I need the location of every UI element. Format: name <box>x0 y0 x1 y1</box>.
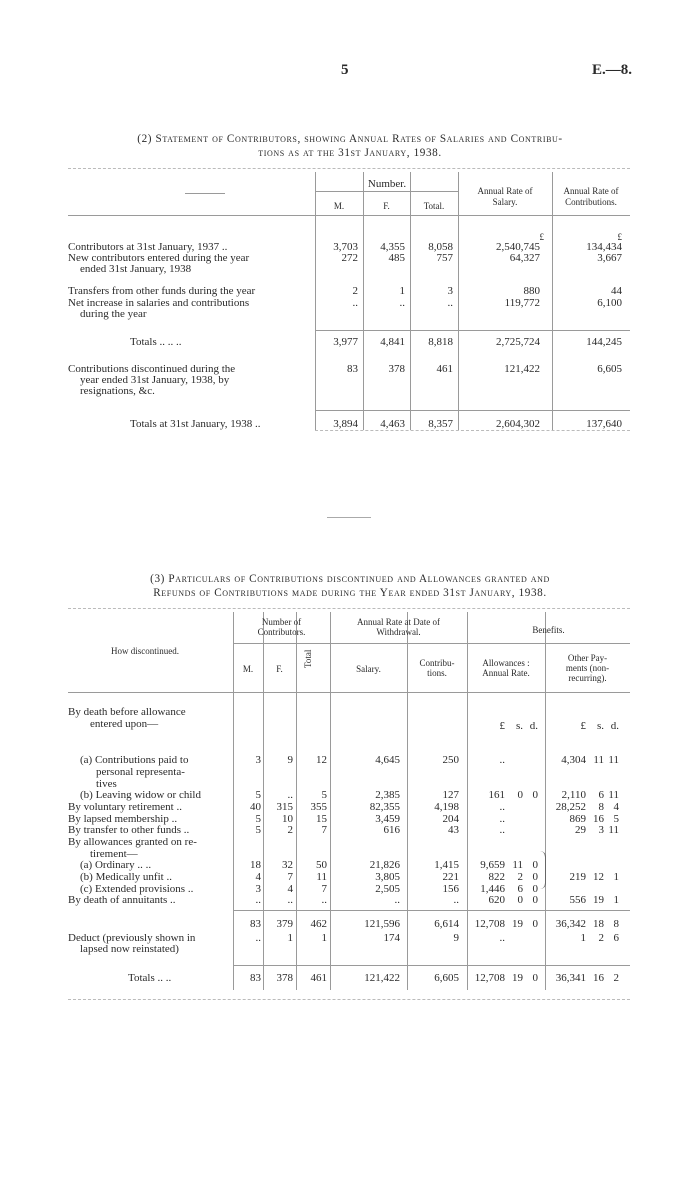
total-count: .. <box>447 297 453 309</box>
total-count: .. <box>321 894 327 906</box>
row-label: By death before allowance <box>68 706 186 718</box>
contribution-value: 9 <box>453 932 459 944</box>
totals-label: Totals .. .. .. <box>130 336 182 348</box>
allowance-shillings: 19 <box>512 972 523 984</box>
male-count: 2 <box>352 285 358 297</box>
allowances-header: Allowances : <box>482 658 530 668</box>
contrib-header: Contribu- <box>419 658 455 668</box>
header-bottom-rule <box>68 692 630 693</box>
totals-label: Totals .. .. <box>128 972 172 984</box>
contribution-value: 134,434 <box>586 241 622 253</box>
allowance-pence: 0 <box>532 894 538 906</box>
salary-value: 2,725,724 <box>496 336 540 348</box>
female-count: 4,841 <box>380 336 405 348</box>
male-count: 3,894 <box>333 418 358 430</box>
total-count: 8,818 <box>428 336 453 348</box>
other-payment-pence: 11 <box>608 754 619 766</box>
contribution-value: 250 <box>442 754 459 766</box>
row-label: By lapsed membership .. <box>68 813 178 825</box>
final-totals-rule <box>315 410 630 411</box>
salary-value: 2,385 <box>375 789 400 801</box>
female-count: 485 <box>388 252 405 264</box>
male-count: 3,977 <box>333 336 358 348</box>
female-count: 4,355 <box>380 241 405 253</box>
row-label: tirement— <box>90 848 138 860</box>
total-count: 15 <box>316 813 327 825</box>
other-payment-pence: 11 <box>608 824 619 836</box>
row-label: ended 31st January, 1938 <box>80 263 192 275</box>
contribution-value: 3,667 <box>597 252 622 264</box>
allowance-shillings: 0 <box>517 789 523 801</box>
row-label: Contributions discontinued during the <box>68 363 236 375</box>
number-header: Number. <box>367 178 407 190</box>
total-count: 461 <box>436 363 453 375</box>
contribution-value: 6,100 <box>597 297 622 309</box>
salary-value: 21,826 <box>369 859 400 871</box>
male-count: .. <box>255 932 261 944</box>
other-payment-pence: 1 <box>613 871 619 883</box>
total-count: 462 <box>310 918 327 930</box>
other-payment-pounds: 219 <box>569 871 586 883</box>
other-payment-pence: 1 <box>613 894 619 906</box>
salary-value: 121,422 <box>364 972 400 984</box>
row-label: personal representa- <box>96 766 185 778</box>
row-label: Transfers from other funds during the year <box>68 285 256 297</box>
row-label: By voluntary retirement .. <box>68 801 182 813</box>
male-count: 5 <box>255 789 261 801</box>
rate-header: Withdrawal. <box>376 627 421 637</box>
header-bottom-rule <box>68 215 630 216</box>
female-count: 315 <box>276 801 293 813</box>
number-header: Contributors. <box>257 627 306 637</box>
allowance-pounds: 161 <box>488 789 505 801</box>
other-payment-shillings: 16 <box>593 972 604 984</box>
row-label: (b) Leaving widow or child <box>80 789 201 801</box>
male-count: 272 <box>341 252 358 264</box>
total-count: 11 <box>316 871 327 883</box>
male-count: 18 <box>250 859 261 871</box>
allowance-pounds: 9,659 <box>480 859 505 871</box>
allowance-pounds: .. <box>499 813 505 825</box>
allowance-pence: 0 <box>532 883 538 895</box>
salary-header: Salary. <box>356 664 381 674</box>
col-total-header: Total. <box>423 201 445 211</box>
male-count: .. <box>255 894 261 906</box>
table-bottom-rule <box>315 430 630 431</box>
number-header-rule <box>315 191 458 192</box>
section3-title: (3) Particulars of Contributions discontinued and Allowances granted and <box>150 573 550 585</box>
salary-value: 616 <box>383 824 400 836</box>
allowance-shillings: 0 <box>517 894 523 906</box>
female-count: .. <box>399 297 405 309</box>
allowance-shillings: 2 <box>517 871 523 883</box>
total-count: 1 <box>321 932 327 944</box>
allowance-unit-pence: d. <box>529 720 538 732</box>
other-payment-pounds: 28,252 <box>555 801 586 813</box>
document-reference: E.—8. <box>592 62 633 78</box>
row-label: (b) Medically unfit .. <box>80 871 172 883</box>
contribution-value: 6,605 <box>434 972 459 984</box>
other-payment-shillings: 2 <box>598 932 604 944</box>
allowance-pounds: 1,446 <box>480 883 505 895</box>
section2-title: (2) Statement of Contributors, showing Annual Rates of Salaries and Contribu- <box>137 133 563 145</box>
row-label: during the year <box>80 308 147 320</box>
row-label: Net increase in salaries and contributions <box>68 297 250 309</box>
pound-sign: £ <box>617 232 622 242</box>
other-payment-shillings: 19 <box>593 894 604 906</box>
male-count: 4 <box>255 871 261 883</box>
salary-value: 3,805 <box>375 871 400 883</box>
other-payment-shillings: 11 <box>593 754 604 766</box>
other-payments-header: ments (non- <box>565 663 610 673</box>
female-count: 1 <box>287 932 293 944</box>
header-subrule <box>233 643 630 644</box>
female-count: 379 <box>276 918 293 930</box>
salary-value: 880 <box>523 285 540 297</box>
contribution-value: 156 <box>442 883 459 895</box>
other-payment-pounds: 29 <box>575 824 586 836</box>
allowance-pounds: 620 <box>488 894 505 906</box>
table-top-rule <box>68 168 630 169</box>
allowance-shillings: 19 <box>512 918 523 930</box>
other-payment-pence: 11 <box>608 789 619 801</box>
total-count: 757 <box>436 252 453 264</box>
other-payment-shillings: 18 <box>593 918 604 930</box>
allowance-pounds: 12,708 <box>474 918 505 930</box>
allowance-pounds: 822 <box>488 871 505 883</box>
female-count: 1 <box>399 285 405 297</box>
section2-subtitle: tions as at the 31st January, 1938. <box>258 147 442 159</box>
allowance-pence: 0 <box>532 918 538 930</box>
other-payment-pence: 5 <box>613 813 619 825</box>
total-count: 8,058 <box>428 241 453 253</box>
contrib-header: Annual Rate of <box>563 186 619 196</box>
rate-header: Annual Rate at Date of <box>357 617 440 627</box>
contrib-header: tions. <box>427 668 447 678</box>
row-label: tives <box>96 778 117 790</box>
allowance-shillings: 11 <box>512 859 523 871</box>
salary-value: 2,540,745 <box>496 241 540 253</box>
row-label: By transfer to other funds .. <box>68 824 190 836</box>
section-divider <box>327 517 371 518</box>
other-payment-shillings: 16 <box>593 813 604 825</box>
allowance-pence: 0 <box>532 859 538 871</box>
other-payments-header: Other Pay- <box>567 653 608 663</box>
other-payment-shillings: 6 <box>598 789 604 801</box>
salary-value: 121,596 <box>364 918 400 930</box>
male-count: 40 <box>250 801 261 813</box>
row-label: (a) Contributions paid to <box>80 754 189 766</box>
subtotal-rule <box>233 910 630 911</box>
salary-value: 4,645 <box>375 754 400 766</box>
contribution-value: 144,245 <box>586 336 622 348</box>
contribution-value: 4,198 <box>434 801 459 813</box>
contribution-value: 204 <box>442 813 459 825</box>
other-payment-pounds: 1 <box>580 932 586 944</box>
allowance-pounds: .. <box>499 754 505 766</box>
other-payment-shillings: 12 <box>593 871 604 883</box>
salary-value: 82,355 <box>369 801 400 813</box>
female-count: 378 <box>276 972 293 984</box>
contribution-value: 221 <box>442 871 459 883</box>
col-total-header: Total <box>303 649 313 668</box>
how-header: How discontinued. <box>111 646 179 656</box>
totals-rule <box>315 330 630 331</box>
salary-value: 64,327 <box>509 252 540 264</box>
other-unit-pence: d. <box>610 720 619 732</box>
table-bottom-rule <box>68 999 630 1000</box>
allowance-pounds: .. <box>499 801 505 813</box>
female-count: 32 <box>282 859 293 871</box>
benefits-header: Benefits. <box>532 625 565 635</box>
female-count: 4,463 <box>380 418 405 430</box>
salary-value: 3,459 <box>375 813 400 825</box>
other-payments-header: recurring). <box>568 673 607 683</box>
total-count: 461 <box>310 972 327 984</box>
totals-rule <box>233 965 630 966</box>
allowance-pence: 0 <box>532 871 538 883</box>
female-count: 7 <box>287 871 293 883</box>
salary-value: 2,604,302 <box>496 418 540 430</box>
total-count: 12 <box>316 754 327 766</box>
contrib-header-2: Contributions. <box>565 197 617 207</box>
allowance-pence: 0 <box>532 789 538 801</box>
row-label: Deduct (previously shown in <box>68 932 196 944</box>
allowance-pounds: .. <box>499 824 505 836</box>
page-number: 5 <box>341 62 349 78</box>
contribution-value: 6,614 <box>434 918 459 930</box>
row-label: entered upon— <box>90 718 159 730</box>
other-payment-pence: 6 <box>613 932 619 944</box>
contribution-value: 137,640 <box>586 418 622 430</box>
total-count: 5 <box>321 789 327 801</box>
header-dash <box>185 193 225 194</box>
row-label: By death of annuitants .. <box>68 894 176 906</box>
allowance-pounds: .. <box>499 932 505 944</box>
allowance-pounds: 12,708 <box>474 972 505 984</box>
allowance-pence: 0 <box>532 972 538 984</box>
row-label: (c) Extended provisions .. <box>80 883 194 895</box>
row-label: resignations, &c. <box>80 385 155 397</box>
male-count: 83 <box>250 918 261 930</box>
row-label: Contributors at 31st January, 1937 .. <box>68 241 228 253</box>
col-f-header: F. <box>276 664 283 674</box>
final-totals-label: Totals at 31st January, 1938 .. <box>130 418 261 430</box>
row-label: By allowances granted on re- <box>68 836 197 848</box>
contribution-value: 44 <box>611 285 622 297</box>
total-count: 7 <box>321 883 327 895</box>
male-count: 3 <box>255 883 261 895</box>
other-payment-pounds: 869 <box>569 813 586 825</box>
allowance-unit-pounds: £ <box>499 720 505 732</box>
other-payment-pence: 8 <box>613 918 619 930</box>
female-count: 378 <box>388 363 405 375</box>
female-count: .. <box>287 789 293 801</box>
allowance-unit-shillings: s. <box>515 720 523 732</box>
male-count: 83 <box>347 363 358 375</box>
number-header: Number of <box>261 617 302 627</box>
salary-header-2: Salary. <box>492 197 518 207</box>
total-count: 7 <box>321 824 327 836</box>
salary-value: 119,772 <box>504 297 540 309</box>
col-m-header: M. <box>242 664 254 674</box>
other-payment-pence: 2 <box>613 972 619 984</box>
other-payment-pounds: 4,304 <box>561 754 586 766</box>
contribution-value: .. <box>453 894 459 906</box>
male-count: 83 <box>250 972 261 984</box>
row-label: year ended 31st January, 1938, by <box>80 374 230 386</box>
male-count: .. <box>352 297 358 309</box>
female-count: .. <box>287 894 293 906</box>
female-count: 4 <box>287 883 293 895</box>
salary-value: 2,505 <box>375 883 400 895</box>
salary-value: 174 <box>383 932 400 944</box>
total-count: 3 <box>447 285 453 297</box>
row-label: (a) Ordinary .. .. <box>80 859 152 871</box>
salary-header: Annual Rate of <box>477 186 533 196</box>
female-count: 2 <box>287 824 293 836</box>
male-count: 5 <box>255 813 261 825</box>
col-m-header: M. <box>333 201 345 211</box>
other-payment-pounds: 556 <box>569 894 586 906</box>
male-count: 3,703 <box>333 241 358 253</box>
female-count: 9 <box>287 754 293 766</box>
grouping-brace <box>539 851 546 889</box>
total-count: 8,357 <box>428 418 453 430</box>
other-payment-shillings: 3 <box>598 824 604 836</box>
other-unit-shillings: s. <box>596 720 604 732</box>
allowance-shillings: 6 <box>517 883 523 895</box>
male-count: 5 <box>255 824 261 836</box>
pound-sign: £ <box>539 232 544 242</box>
other-payment-pounds: 36,342 <box>555 918 586 930</box>
salary-value: 121,422 <box>504 363 540 375</box>
contribution-value: 6,605 <box>597 363 622 375</box>
salary-value: .. <box>394 894 400 906</box>
table-top-rule <box>68 608 630 609</box>
other-payment-pounds: 36,341 <box>555 972 586 984</box>
total-count: 355 <box>310 801 327 813</box>
male-count: 3 <box>255 754 261 766</box>
female-count: 10 <box>282 813 293 825</box>
other-payment-pounds: 2,110 <box>561 789 586 801</box>
row-label: New contributors entered during the year <box>68 252 250 264</box>
other-unit-pounds: £ <box>580 720 586 732</box>
contribution-value: 1,415 <box>434 859 459 871</box>
other-payment-shillings: 8 <box>598 801 604 813</box>
allowances-header: Annual Rate. <box>482 668 530 678</box>
contribution-value: 127 <box>442 789 459 801</box>
total-count: 50 <box>316 859 327 871</box>
section3-subtitle: Refunds of Contributions made during the Year ended 31st January, 1938. <box>153 587 547 599</box>
contribution-value: 43 <box>448 824 459 836</box>
row-label: lapsed now reinstated) <box>80 943 179 955</box>
col-f-header: F. <box>383 201 390 211</box>
other-payment-pence: 4 <box>613 801 619 813</box>
